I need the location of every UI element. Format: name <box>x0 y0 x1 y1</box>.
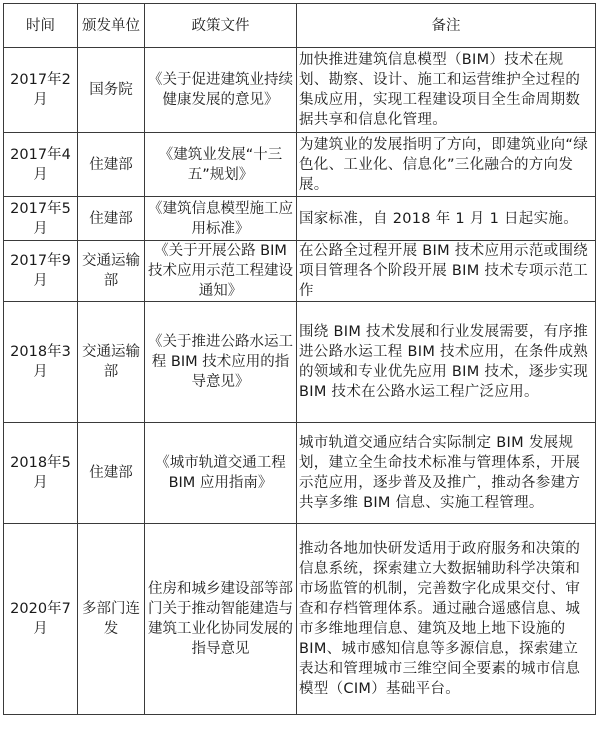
cell-time: 2017年4月 <box>4 133 78 197</box>
cell-time: 2017年2月 <box>4 48 78 133</box>
cell-time: 2020年7月 <box>4 524 78 715</box>
cell-doc: 住房和城乡建设部等部门关于推动智能建造与建筑工业化协同发展的指导意见 <box>145 524 297 715</box>
cell-note: 国家标准，自 2018 年 1 月 1 日起实施。 <box>297 197 596 241</box>
header-org: 颁发单位 <box>78 4 145 48</box>
cell-org: 住建部 <box>78 423 145 524</box>
cell-doc: 《城市轨道交通工程 BIM 应用指南》 <box>145 423 297 524</box>
cell-time: 2018年3月 <box>4 302 78 423</box>
policy-table <box>3 3 596 715</box>
cell-note: 在公路全过程开展 BIM 技术应用示范或围绕项目管理各个阶段开展 BIM 技术专项示范工作 <box>297 241 596 302</box>
cell-org: 交通运输部 <box>78 302 145 423</box>
cell-note: 加快推进建筑信息模型（BIM）技术在规划、勘察、设计、施工和运营维护全过程的集成应用，实现工程建设项目全生命周期数据共享和信息化管理。 <box>297 48 596 133</box>
cell-time: 2017年5月 <box>4 197 78 241</box>
table-row <box>4 423 596 524</box>
header-note: 备注 <box>297 4 596 48</box>
cell-org: 多部门连发 <box>78 524 145 715</box>
cell-doc: 《关于推进公路水运工程 BIM 技术应用的指导意见》 <box>145 302 297 423</box>
cell-org: 住建部 <box>78 133 145 197</box>
cell-note: 推动各地加快研发适用于政府服务和决策的信息系统，探索建立大数据辅助科学决策和市场监管的机制，完善数字化成果交付、审查和存档管理体系。通过融合遥感信息、城市多维地理信息、建筑及地上地下设施的 BIM、城市感知信息等多源信息，探索建立表达和管理城市三维空间全要素的城市信息模型（CIM）基础平台。 <box>297 524 596 715</box>
header-time: 时间 <box>4 4 78 48</box>
cell-org: 住建部 <box>78 197 145 241</box>
table-row <box>4 197 596 241</box>
cell-note: 城市轨道交通应结合实际制定 BIM 发展规划，建立全生命技术标准与管理体系，开展示范应用，逐步普及及推广，推动各参建方共享多维 BIM 信息、实施工程管理。 <box>297 423 596 524</box>
cell-org: 交通运输部 <box>78 241 145 302</box>
cell-doc: 《建筑业发展“十三五”规划》 <box>145 133 297 197</box>
table-header-row <box>4 4 596 48</box>
cell-time: 2018年5月 <box>4 423 78 524</box>
table-row <box>4 524 596 715</box>
table-row <box>4 133 596 197</box>
table-row <box>4 241 596 302</box>
table-row <box>4 302 596 423</box>
cell-note: 为建筑业的发展指明了方向，即建筑业向“绿色化、工业化、信息化”三化融合的方向发展。 <box>297 133 596 197</box>
cell-doc: 《关于开展公路 BIM 技术应用示范工程建设通知》 <box>145 241 297 302</box>
cell-time: 2017年9月 <box>4 241 78 302</box>
cell-note: 围绕 BIM 技术发展和行业发展需要，有序推进公路水运工程 BIM 技术应用，在条件成熟的领域和专业优先应用 BIM 技术，逐步实现 BIM 技术在公路水运工程广泛应用。 <box>297 302 596 423</box>
header-doc: 政策文件 <box>145 4 297 48</box>
table-row <box>4 48 596 133</box>
cell-org: 国务院 <box>78 48 145 133</box>
cell-doc: 《建筑信息模型施工应用标准》 <box>145 197 297 241</box>
cell-doc: 《关于促进建筑业持续健康发展的意见》 <box>145 48 297 133</box>
